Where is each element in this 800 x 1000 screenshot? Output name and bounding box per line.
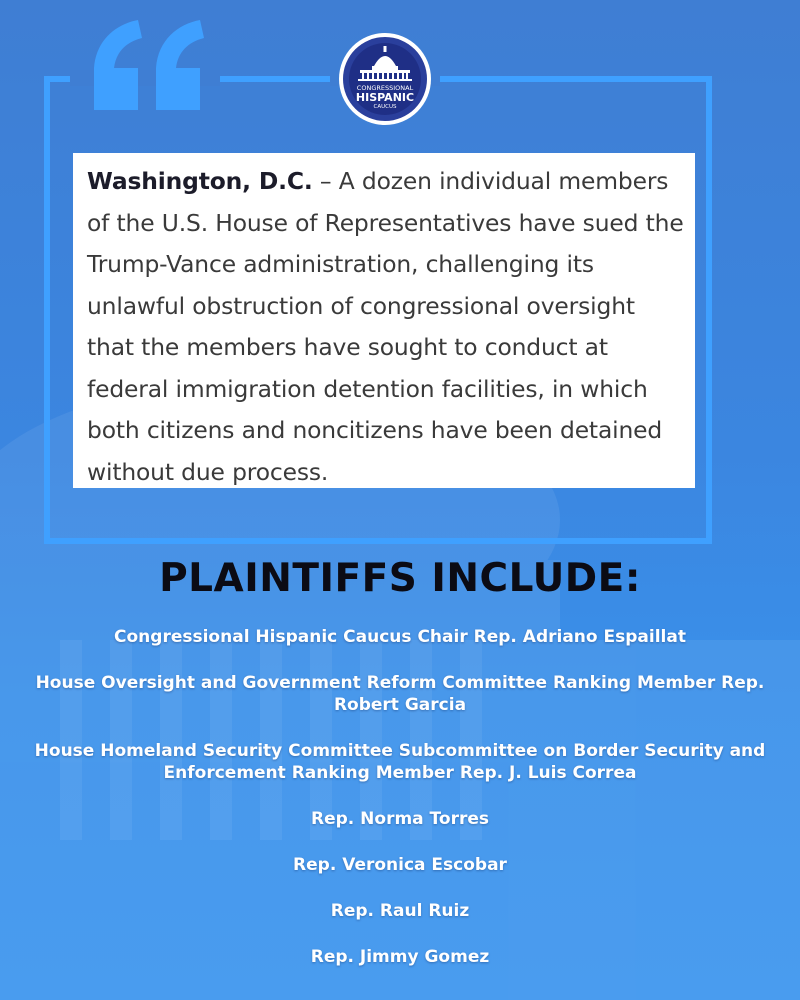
- svg-text:CAUCUS: CAUCUS: [373, 104, 397, 110]
- plaintiff-item: Rep. Raul Ruiz: [330, 901, 470, 921]
- plaintiffs-list: [20, 626, 780, 992]
- plaintiff-item: Rep. Jimmy Gomez: [310, 947, 490, 967]
- svg-text:CONGRESSIONAL: CONGRESSIONAL: [356, 84, 414, 92]
- quote-text-box: [73, 153, 695, 488]
- quote-body: A dozen individual members of the U.S. House of Representatives have sued the Trump-Vance administration, challenging its unlawful obstruction of congressional oversight that the members have sought to conduct at federal immigration detention facilities, in which both citizens and noncitizens have been detained without due process.: [87, 167, 684, 486]
- congressional-hispanic-caucus-logo: [338, 32, 432, 126]
- dateline: Washington, D.C.: [87, 167, 313, 195]
- plaintiff-item: House Oversight and Government Reform Committee Ranking Member Rep. Robert Garcia: [35, 673, 765, 715]
- plaintiff-item: House Homeland Security Committee Subcommittee on Border Security and Enforcement Ranking Member Rep. J. Luis Correa: [34, 741, 766, 783]
- plaintiffs-heading: PLAINTIFFS INCLUDE:: [159, 556, 641, 601]
- dateline-separator: –: [312, 167, 339, 195]
- plaintiff-item: Rep. Norma Torres: [311, 809, 489, 829]
- plaintiff-item: Congressional Hispanic Caucus Chair Rep. Adriano Espaillat: [114, 627, 686, 647]
- plaintiff-item: Rep. Veronica Escobar: [293, 855, 507, 875]
- quotation-mark-icon: [86, 18, 206, 118]
- svg-text:HISPANIC: HISPANIC: [355, 91, 415, 104]
